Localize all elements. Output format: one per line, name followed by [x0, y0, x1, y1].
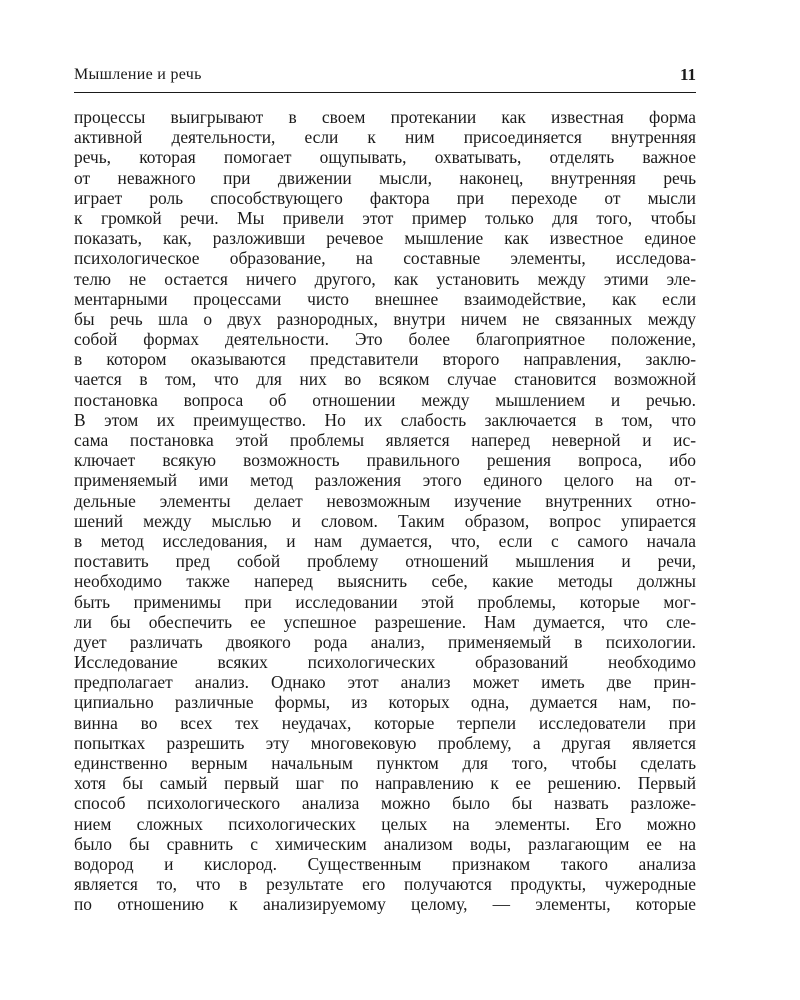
text-line: шений между мыслью и словом. Таким образом, вопрос упирается — [74, 510, 696, 531]
text-line: речь, которая помогает ощупывать, охватывать, отделять важное — [74, 147, 696, 168]
text-line: попытках разрешить эту многовековую проблему, а другая является — [74, 732, 696, 753]
page-number: 11 — [679, 65, 696, 84]
text-line: от неважного при движении мысли, наконец, внутренняя речь — [74, 167, 696, 188]
text-line: сама постановка этой проблемы является наперед неверной и ис- — [74, 430, 696, 450]
text-line: хотя бы самый первый шаг по направлению к ее решению. Первый — [74, 773, 696, 794]
text-line: необходимо также наперед выяснить себе, какие методы должны — [74, 571, 696, 592]
text-line: показать, как, разложивши речевое мышление как известное единое — [74, 228, 696, 249]
text-line: телю не остается ничего другого, как установить между этими эле- — [74, 268, 696, 289]
text-line: активной деятельности, если к ним присоединяется внутренняя — [74, 127, 696, 148]
text-line: было бы сравнить с химическим анализом воды, разлагающим ее на — [74, 833, 696, 854]
text-line: психологическое образование, на составные элементы, исследова- — [74, 248, 696, 269]
text-line: бы речь шла о двух разнородных, внутри ничем не связанных между — [74, 308, 696, 329]
text-line: нием сложных психологических целых на элементы. Его можно — [74, 813, 696, 834]
text-line: в метод исследования, и нам думается, что, если с самого начала — [74, 530, 696, 551]
text-line: ли бы обеспечить ее успешное разрешение. Нам думается, что сле- — [74, 611, 696, 632]
text-line: в котором оказываются представители второго направления, заклю- — [74, 349, 696, 370]
text-line: В этом их преимущество. Но их слабость заключается в том, что — [74, 409, 696, 430]
text-line: собой формах деятельности. Это более благоприятное положение, — [74, 329, 696, 350]
text-line: Исследование всяких психологических образований необходимо — [74, 652, 696, 673]
text-line: к громкой речи. Мы привели этот пример только для того, чтобы — [74, 207, 696, 228]
text-line: дует различать двоякого рода анализ, применяемый в психологии. — [74, 631, 696, 652]
text-line: предполагает анализ. Однако этот анализ может иметь две прин- — [74, 672, 696, 693]
text-line: является то, что в результате его получаются продукты, чужеродные — [74, 874, 696, 895]
text-line: водород и кислород. Существенным признаком такого анализа — [74, 853, 696, 874]
body-text — [74, 107, 696, 915]
text-line: процессы выигрывают в своем протекании как известная форма — [74, 107, 696, 127]
text-line: поставить пред собой проблему отношений мышления и речи, — [74, 551, 696, 572]
text-line: чается в том, что для них во всяком случае становится возможной — [74, 369, 696, 390]
text-line: играет роль способствующего фактора при переходе от мысли — [74, 187, 696, 208]
text-line: постановка вопроса об отношении между мышлением и речью. — [74, 389, 696, 410]
text-line: винна во всех тех неудачах, которые терпели исследователи при — [74, 712, 696, 733]
text-line: ключает всякую возможность правильного решения вопроса, ибо — [74, 450, 696, 471]
running-header — [74, 66, 696, 93]
text-line: ментарными процессами чисто внешнее взаимодействие, как если — [74, 288, 696, 309]
text-line: применяемый ими метод разложения этого единого целого на от- — [74, 470, 696, 491]
text-line: дельные элементы делает невозможным изучение внутренних отно- — [74, 490, 696, 511]
running-title: Мышление и речь — [74, 66, 202, 83]
text-line: единственно верным начальным пунктом для того, чтобы сделать — [74, 753, 696, 773]
text-line: по отношению к анализируемому целому, — элементы, которые — [74, 894, 696, 915]
text-line: способ психологического анализа можно было бы назвать разложе- — [74, 793, 696, 814]
text-line: ципиально различные формы, из которых одна, думается нам, по- — [74, 692, 696, 713]
text-line: быть применимы при исследовании этой проблемы, которые мог- — [74, 591, 696, 612]
